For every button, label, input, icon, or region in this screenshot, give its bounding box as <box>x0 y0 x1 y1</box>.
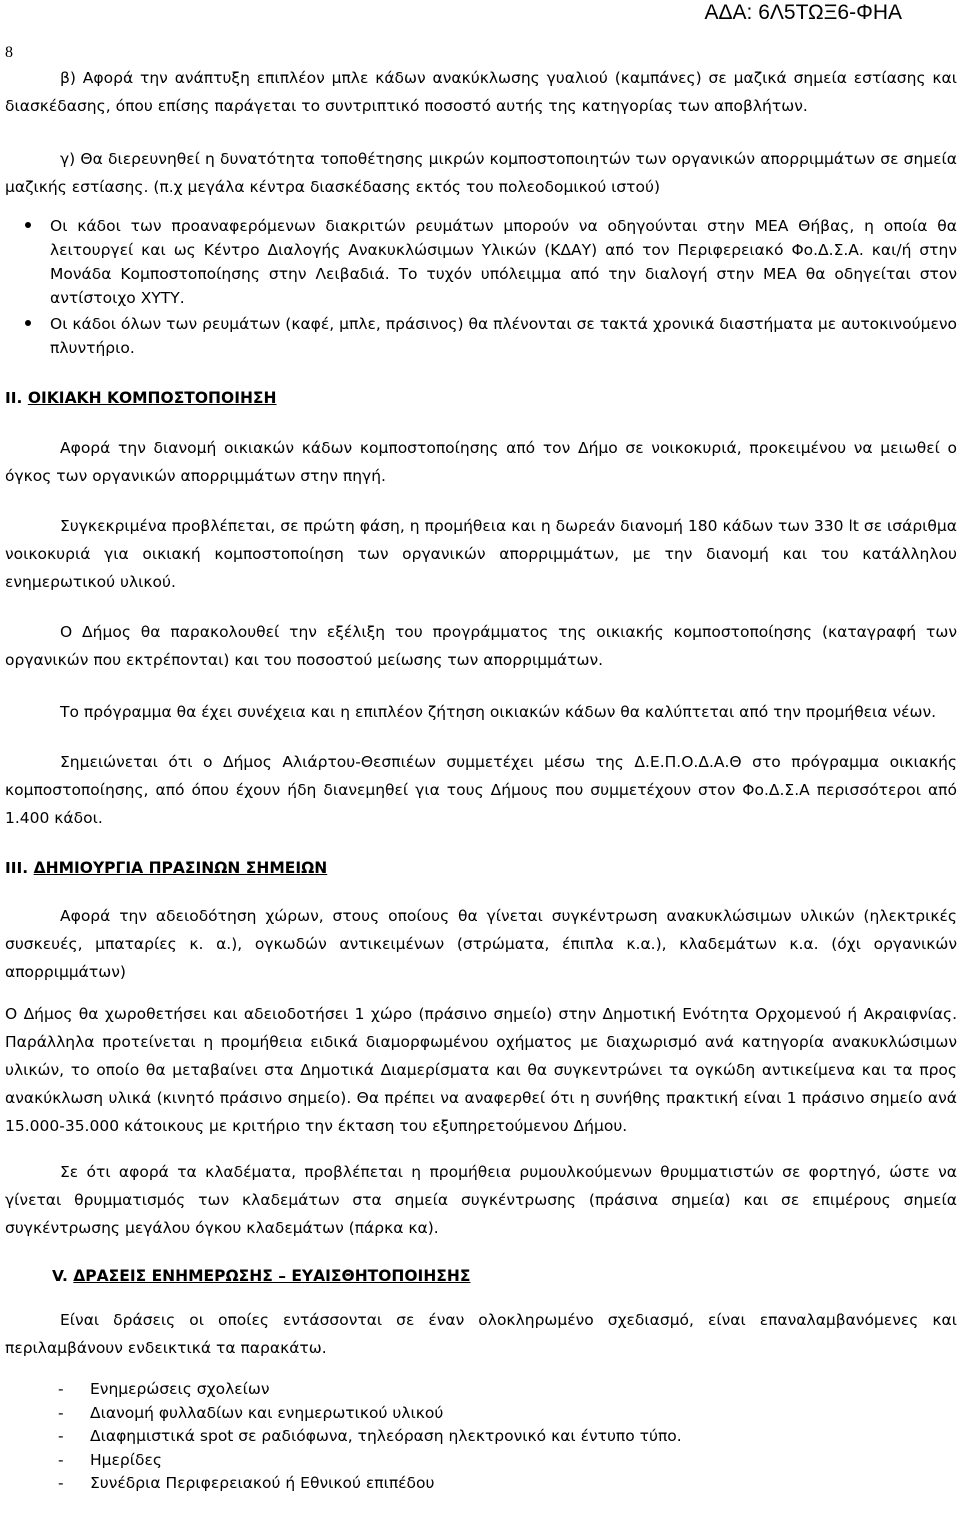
paragraph: Σε ότι αφορά τα κλαδέματα, προβλέπεται η προμήθεια ρυμουλκούμενων θρυμματιστών σε φορτηγό, ώστε να γίνεται θρυμματισμός των κλαδεμάτων στα σημεία συγκέντρωσης (πράσινα σημεία) και σε επιμέρους σημεία συγκέντρωσης μεγάλου όγκου κλαδεμάτων (πάρκα κα). <box>5 1163 957 1237</box>
action-list <box>5 1378 957 1496</box>
section-heading-5 <box>5 1262 957 1290</box>
list-item: - Διανομή φυλλαδίων και ενημερωτικού υλικού <box>58 1403 444 1422</box>
paragraph: Αφορά την αδειοδότηση χώρων, στους οποίους θα γίνεται συγκέντρωση ανακυκλώσιμων υλικών (ηλεκτρικές συσκευές, μπαταρίες κ. α.), ογκωδών αντικειμένων (στρώματα, έπιπλα κ.α.), κλαδεμάτων κ.α. (όχι οργανικών απορριμμάτων) <box>5 907 957 981</box>
paragraph: Σημειώνεται ότι ο Δήμος Αλιάρτου-Θεσπιέων συμμετέχει μέσω της Δ.Ε.Π.Ο.Δ.Α.Θ στο πρόγραμμα οικιακής κομποστοποίησης, από όπου έχουν ήδη διανεμηθεί για τους Δήμους που συμμετέχουν στον Φο.Δ.Σ.Α περισσότεροι από 1.400 κάδοι. <box>5 753 957 827</box>
ada-code: ΑΔΑ: 6Λ5ΤΩΞ6-ΦΗΑ <box>704 1 902 24</box>
list-item: - Ημερίδες <box>58 1450 162 1469</box>
list-item: - Συνέδρια Περιφερειακού ή Εθνικού επιπέδου <box>58 1474 435 1492</box>
bullet-icon <box>25 320 31 326</box>
bullet-text: Οι κάδοι όλων των ρευμάτων (καφέ, μπλε, πράσινος) θα πλένονται σε τακτά χρονικά διαστήματα με αυτοκινούμενο πλυντήριο. <box>50 315 957 357</box>
paragraph-g: γ) Θα διερευνηθεί η δυνατότητα τοποθέτησης μικρών κομποστοποιητών των οργανικών απορριμμάτων σε σημεία μαζικής εστίασης. (π.χ μεγάλα κέντρα διασκέδασης εκτός του πολεοδομικού ιστού) <box>5 150 957 196</box>
paragraph-b: β) Αφορά την ανάπτυξη επιπλέον μπλε κάδων ανακύκλωσης γυαλιού (καμπάνες) σε μαζικά σημεία εστίασης και διασκέδασης, όπου επίσης παράγεται το συντριπτικό ποσοστό αυτής της κατηγορίας των αποβλήτων. <box>5 69 957 115</box>
section-heading-3 <box>5 854 957 882</box>
section-numeral: II. <box>5 389 23 407</box>
bullet-list <box>5 214 957 360</box>
list-item: - Ενημερώσεις σχολείων <box>58 1380 270 1398</box>
page-number: 8 <box>5 44 13 61</box>
paragraph: Ο Δήμος θα παρακολουθεί την εξέλιξη του προγράμματος της οικιακής κομποστοποίησης (καταγραφή των οργανικών που εκτρέπονται) και του ποσοστού μείωσης των απορριμμάτων. <box>5 623 957 669</box>
document-body <box>5 64 957 1496</box>
list-item <box>5 214 957 310</box>
section-title: ΔΗΜΙΟΥΡΓΙΑ ΠΡΑΣΙΝΩΝ ΣΗΜΕΙΩΝ <box>33 859 328 877</box>
section-title: ΔΡΑΣΕΙΣ ΕΝΗΜΕΡΩΣΗΣ – ΕΥΑΙΣΘΗΤΟΠΟΙΗΣΗΣ <box>73 1267 471 1285</box>
paragraph: Είναι δράσεις οι οποίες εντάσσονται σε έναν ολοκληρωμένο σχεδιασμό, είναι επαναλαμβανόμενες και περιλαμβάνουν ενδεικτικά τα παρακάτω. <box>5 1311 957 1357</box>
paragraph: Συγκεκριμένα προβλέπεται, σε πρώτη φάση, η προμήθεια και η δωρεάν διανομή 180 κάδων των 330 lt σε ισάριθμα νοικοκυριά για οικιακή κομποστοποίηση των οργανικών απορριμμάτων, με την διανομή και του κατάλληλου ενημερωτικού υλικού. <box>5 517 957 591</box>
paragraph: Αφορά την διανομή οικιακών κάδων κομποστοποίησης από τον Δήμο σε νοικοκυριά, προκειμένου να μειωθεί ο όγκος των οργανικών απορριμμάτων στην πηγή. <box>5 439 957 485</box>
section-heading-2 <box>5 384 957 412</box>
bullet-text: Οι κάδοι των προαναφερόμενων διακριτών ρευμάτων μπορούν να οδηγούνται στην ΜΕΑ Θήβας, η οποία θα λειτουργεί και ως Κέντρο Διαλογής Ανακυκλώσιμων Υλικών (ΚΔΑΥ) από τον Περιφερειακό Φο.Δ.Σ.Α. και/ή στην Μονάδα Κομποστοποίησης στην Λειβαδιά. Το τυχόν υπόλειμμα από την διαλογή στην ΜΕΑ θα οδηγείται στον αντίστοιχο ΧΥΤΥ. <box>50 217 957 307</box>
paragraph: Το πρόγραμμα θα έχει συνέχεια και η επιπλέον ζήτηση οικιακών κάδων θα καλύπτεται από την προμήθεια νέων. <box>60 703 937 721</box>
section-numeral: V. <box>52 1267 68 1285</box>
paragraph: Ο Δήμος θα χωροθετήσει και αδειοδοτήσει 1 χώρο (πράσινο σημείο) στην Δημοτική Ενότητα Ορχομενού ή Ακραιφνίας. Παράλληλα προτείνεται η προμήθεια ειδικά διαμορφωμένου οχήματος με διαχωρισμό ανά κατηγορία ανακυκλώσιμων υλικών, το οποίο θα μεταβαίνει στα Δημοτικά Διαμερίσματα και θα συγκεντρώνει τα ογκώδη αντικείμενα και τα προς ανακύκλωση υλικά (κινητό πράσινο σημείο). Θα πρέπει να αναφερθεί ότι η συνήθης πρακτική είναι 1 πράσινο σημείο ανά 15.000-35.000 κάτοικους με κριτήριο την έκταση του εξυπηρετούμενου Δήμου. <box>5 1005 957 1135</box>
section-numeral: III. <box>5 859 29 877</box>
bullet-icon <box>25 222 31 228</box>
list-item: - Διαφημιστικά spot σε ραδιόφωνα, τηλεόραση ηλεκτρονικό και έντυπο τύπο. <box>58 1427 682 1445</box>
section-title: ΟΙΚΙΑΚΗ ΚΟΜΠΟΣΤΟΠΟΙΗΣΗ <box>27 389 277 407</box>
list-item <box>5 312 957 360</box>
